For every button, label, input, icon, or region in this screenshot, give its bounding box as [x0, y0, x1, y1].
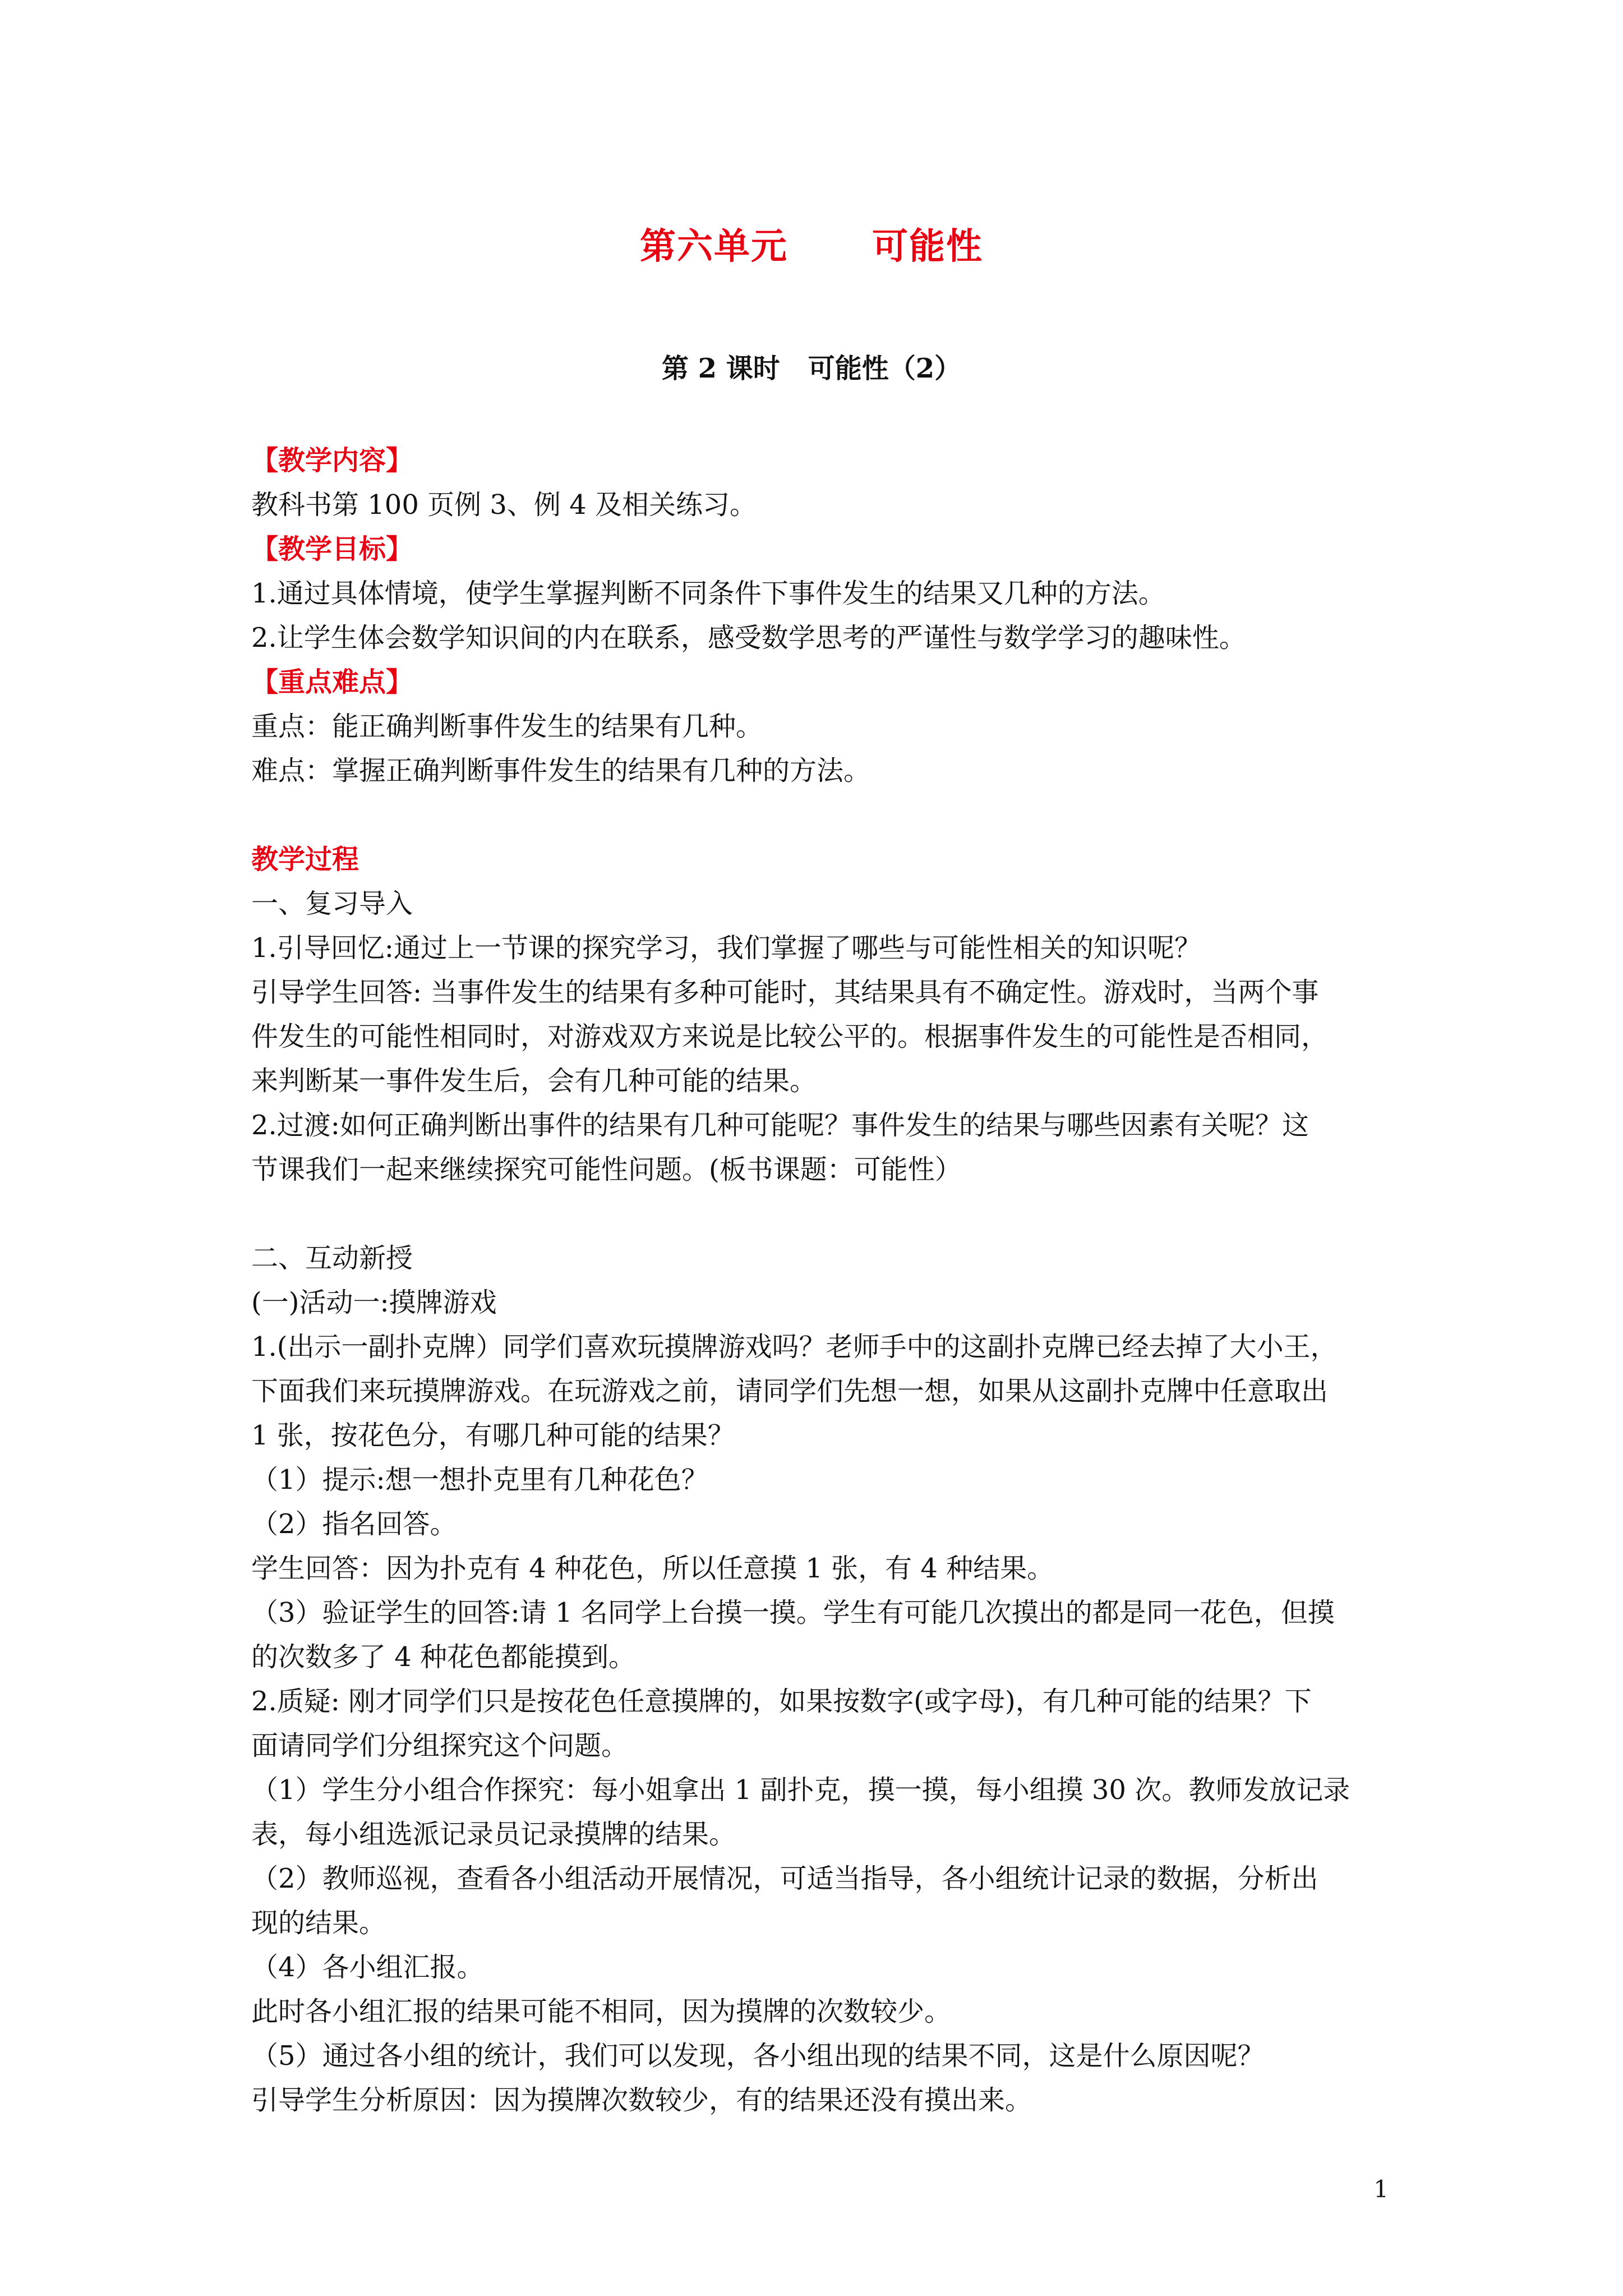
content-text: 教科书第 100 页例 3、例 4 及相关练习。 — [251, 489, 757, 521]
difficulty-point: 难点：掌握正确判断事件发生的结果有几种的方法。 — [251, 755, 871, 786]
paragraph-line: 面请同学们分组探究这个问题。 — [251, 1730, 629, 1761]
paragraph-line: 件发生的可能性相同时，对游戏双方来说是比较公平的。根据事件发生的可能性是否相同， — [251, 1021, 1329, 1052]
paragraph-line: 节课我们一起来继续探究可能性问题。(板书课题：可能性） — [251, 1154, 962, 1185]
part-title: 二、互动新授 — [251, 1243, 413, 1274]
paragraph-line: （4）各小组汇报。 — [251, 1952, 484, 1983]
paragraph-line: 表，每小组选派记录员记录摸牌的结果。 — [251, 1819, 736, 1850]
paragraph-line: 此时各小组汇报的结果可能不相同，因为摸牌的次数较少。 — [251, 1996, 952, 2027]
document-body — [251, 439, 1390, 2123]
paragraph-line: 引导学生分析原因：因为摸牌次数较少，有的结果还没有摸出来。 — [251, 2085, 1032, 2116]
paragraph-line: （2）教师巡视，查看各小组活动开展情况，可适当指导，各小组统计记录的数据，分析出 — [251, 1863, 1318, 1894]
goals-heading: 【教学目标】 — [251, 533, 413, 565]
paragraph-line: （3）验证学生的回答:请 1 名同学上台摸一摸。学生有可能几次摸出的都是同一花色，但摸 — [251, 1597, 1335, 1628]
paragraph-line: 1.引导回忆:通过上一节课的探究学习，我们掌握了哪些与可能性相关的知识呢？ — [251, 932, 1201, 964]
lesson-title — [0, 347, 1623, 385]
key-points-heading: 【重点难点】 — [251, 666, 413, 698]
paragraph-line: 现的结果。 — [251, 1907, 386, 1939]
part-title: 一、复习导入 — [251, 888, 413, 919]
paragraph-line: （1）提示:想一想扑克里有几种花色？ — [251, 1464, 708, 1496]
content-heading: 【教学内容】 — [251, 445, 413, 476]
paragraph-line: （2）指名回答。 — [251, 1508, 457, 1540]
goal-item: 1.通过具体情境，使学生掌握判断不同条件下事件发生的结果又几种的方法。 — [251, 578, 1165, 609]
paragraph-line: 的次数多了 4 种花色都能摸到。 — [251, 1641, 636, 1673]
paragraph-line: (一)活动一:摸牌游戏 — [251, 1287, 497, 1318]
goal-item: 2.让学生体会数学知识间的内在联系，感受数学思考的严谨性与数学学习的趣味性。 — [251, 622, 1246, 654]
paragraph-line: 引导学生回答: 当事件发生的结果有多种可能时，其结果具有不确定性。游戏时，当两个事 — [251, 977, 1319, 1008]
key-point: 重点：能正确判断事件发生的结果有几种。 — [251, 711, 763, 742]
unit-topic: 可能性 — [872, 226, 983, 268]
paragraph-line: 来判断某一事件发生后，会有几种可能的结果。 — [251, 1065, 817, 1097]
paragraph-line: 1.(出示一副扑克牌）同学们喜欢玩摸牌游戏吗？老师手中的这副扑克牌已经去掉了大小王， — [251, 1331, 1338, 1363]
paragraph-line: 2.过渡:如何正确判断出事件的结果有几种可能呢？事件发生的结果与哪些因素有关呢？这 — [251, 1110, 1309, 1141]
lesson-topic: 可能性（2） — [808, 353, 962, 384]
paragraph-line: 1 张，按花色分，有哪几种可能的结果？ — [251, 1420, 735, 1451]
page-number: 1 — [1373, 2175, 1389, 2203]
unit-title — [0, 218, 1623, 269]
process-heading: 教学过程 — [251, 844, 359, 875]
paragraph-line: 2.质疑: 刚才同学们只是按花色任意摸牌的，如果按数字(或字母)，有几种可能的结果？下 — [251, 1686, 1312, 1717]
paragraph-line: （1）学生分小组合作探究：每小姐拿出 1 副扑克，摸一摸，每小组摸 30 次。教师发放记录 — [251, 1774, 1350, 1806]
paragraph-line: 学生回答：因为扑克有 4 种花色，所以任意摸 1 张，有 4 种结果。 — [251, 1553, 1054, 1584]
paragraph-line: （5）通过各小组的统计，我们可以发现，各小组出现的结果不同，这是什么原因呢？ — [251, 2040, 1265, 2072]
paragraph-line: 下面我们来玩摸牌游戏。在玩游戏之前，请同学们先想一想，如果从这副扑克牌中任意取出 — [251, 1375, 1329, 1407]
unit-label: 第六单元 — [640, 226, 788, 268]
lesson-label: 第 2 课时 — [661, 353, 780, 384]
